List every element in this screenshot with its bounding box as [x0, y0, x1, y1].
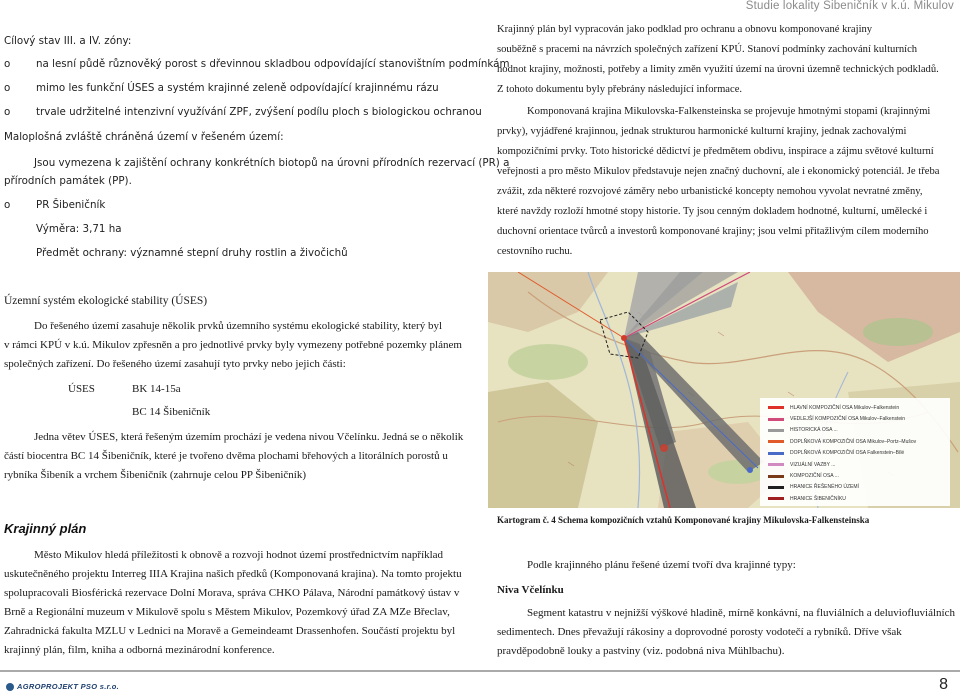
uses-heading: Územní systém ekologické stability (ÚSES)	[4, 295, 208, 307]
bullet-marker: o	[4, 199, 11, 211]
uses-paragraph-line: Do řešeného území zasahuje několik prvků územního systému ekologické stability, který byl	[34, 320, 443, 332]
legend-row: HRANICE ŘEŠENÉHO ÚZEMÍ	[768, 482, 948, 493]
plan-line: Zahradnická fakulta MZLU v Lednici na Moravě a Gemeindeamt Drassenhofen. Součástí projektu byl	[4, 625, 456, 637]
bullet-item-1: na lesní půdě různověký porost s dřevinnou skladbou odpovídající stanovištním podmínkám	[36, 58, 510, 70]
legend-row: VIZUÁLNÍ VAZBY ...	[768, 459, 948, 470]
niva-line: sedimentech. Dnes převažují rákosiny a doprovodné porosty vodotečí a rybníků. Dříve však	[497, 626, 902, 638]
protected-areas-text-line1: Jsou vymezena k zajištění ochrany konkrétních biotopů na úrovni přírodních rezervací (PR) a	[34, 157, 510, 169]
right-p2-line: zvážit, zda některé rozvojové záměry nebo urbanistické koncepty nemohou vyvolat nevratné změny,	[497, 186, 923, 197]
right-p2-line: které navždy rozloží hmotné stopy historie. Ty jsou cenným dokladem hodnotné, kulturní, umělecké i	[497, 206, 928, 217]
uses-paragraph-line: v rámci KPÚ v k.ú. Mikulov zpřesněn a pro jednotlivé prvky byly vymezeny potřebné pozemky plánem	[4, 339, 462, 351]
plan-line: Město Mikulov hledá příležitosti k obnově a rozvoji hodnot území prostřednictvím například	[34, 549, 444, 561]
uses-item-bk: BK 14-15a	[132, 383, 181, 395]
reserve-name: PR Šibeničník	[36, 199, 106, 211]
legend-row: HLAVNÍ KOMPOZIČNÍ OSA Mikulov–Falkenstein	[768, 402, 948, 413]
reserve-area: Výměra: 3,71 ha	[36, 223, 122, 235]
company-logo	[6, 682, 119, 691]
right-p1-line: souběžně s pracemi na návrzích společných zařízení KPÚ. Stanoví podmínky zachování kulturních	[497, 44, 918, 55]
uses-paragraph-line: společných zařízení. Do řešeného území zasahují tyto prvky nebo jejich části:	[4, 358, 346, 370]
plan-line: spolupracovali Biosférická rezervace Dolní Morava, správa CHKO Pálava, Národní památkový ústav v	[4, 587, 460, 599]
uses-paragraph2-line: částí biocentra BC 14 Šibeničník, které je tvořeno dvěma plochami břehových a litorálních porostů u	[4, 450, 448, 462]
uses-paragraph2-line: rybníka Šibeník a vrchem Šibeničník (zahrnuje celou PP Šibeničník)	[4, 469, 307, 481]
right-p2-line: prvky), vyjádřené krajinnou, jednak strukturou harmonické kulturní krajiny, jednak zachovalými	[497, 126, 907, 137]
right-p1-line: hodnot krajiny, možnosti, potřeby a limity změn využití území na úrovni územně technických podkladů.	[497, 64, 939, 75]
protected-areas-text-line2: přírodních památek (PP).	[4, 175, 132, 187]
bullet-item-3: trvale udržitelné intenzivní využívání ZPF, zvýšení podílu ploch s biologickou ochranou	[36, 106, 482, 118]
niva-line: Segment katastru v nejnižší výškové hladině, mírně konkávní, na fluviálních a deluviofluviálních	[527, 607, 955, 619]
plan-line: Brně a Regionální muzeum v Mikulově spolu s Městem Mikulov, Pozemkový úřad ZA MZe Břeclav,	[4, 606, 450, 618]
niva-line: pravděpodobně louky a pastviny (viz. podobná niva Mühlbachu).	[497, 645, 785, 657]
protected-areas-heading: Maloplošná zvláště chráněná území v řešeném území:	[4, 131, 284, 143]
landscape-plan-heading: Krajinný plán	[4, 521, 87, 536]
document-header-title: Studie lokality Šibeničník v k.ú. Mikulov	[745, 0, 954, 12]
map-legend	[768, 402, 948, 505]
footer-divider	[0, 670, 960, 672]
right-p2-line: cestovního ruchu.	[497, 246, 573, 257]
right-p1-line: Z tohoto dokumentu byly přebrány následující informace.	[497, 84, 743, 95]
landscape-types-intro: Podle krajinného plánu řešené území tvoří dva krajinné typy:	[527, 559, 796, 571]
bullet-marker: o	[4, 106, 11, 118]
plan-line: krajinný plán, film, kniha a odborná mezinárodní konference.	[4, 644, 275, 656]
legend-row: HRANICE ŠIBENIČNÍKU	[768, 493, 948, 504]
legend-row: KOMPOZIČNÍ OSA ...	[768, 470, 948, 481]
target-state-heading: Cílový stav III. a IV. zóny:	[4, 35, 132, 47]
uses-label: ÚSES	[68, 383, 95, 395]
right-p1-line: Krajinný plán byl vypracován jako podklad pro ochranu a obnovu komponované krajiny	[497, 24, 873, 35]
bullet-marker: o	[4, 58, 11, 70]
right-p2-line: veřejnosti a pro město Mikulov představuje nejen značný duchovní, ale i ekonomický potenciál. Je třeba	[497, 166, 940, 177]
right-p2-line: kompozičními prvky. Toto historické dědictví je předmětem obdivu, inspirace a zájmu světové kulturní	[497, 146, 934, 157]
legend-row: VEDLEJŠÍ KOMPOZIČNÍ OSA Mikulov–Falkenstein	[768, 413, 948, 424]
bullet-item-2: mimo les funkční ÚSES a systém krajinné zeleně odpovídající krajinnému rázu	[36, 82, 439, 94]
legend-row: DOPLŇKOVÁ KOMPOZIČNÍ OSA Mikulov–Portz–Mušov	[768, 436, 948, 447]
right-p2-line: Komponovaná krajina Mikulovska-Falkensteinska se projevuje hmotnými stopami (krajinnými	[527, 106, 931, 117]
company-name: AGROPROJEKT PSO s.r.o.	[17, 682, 120, 691]
plan-line: uskutečněného projektu Interreg IIIA Krajina našich předků (Komponovaná krajina). Na tomto projektu	[4, 568, 462, 580]
uses-paragraph2-line: Jedna větev ÚSES, která řešeným územím prochází je vedena nivou Včelínku. Jedná se o několik	[34, 431, 464, 443]
niva-heading: Niva Včelínku	[497, 584, 564, 596]
legend-row: DOPLŇKOVÁ KOMPOZIČNÍ OSA Falkenstein–Bílé	[768, 448, 948, 459]
bullet-marker: o	[4, 82, 11, 94]
uses-item-bc: BC 14 Šibeničník	[132, 406, 211, 418]
right-p2-line: duchovní orientace tvůrců a investorů komponované krajiny; jsou velmi přitažlivým cílem moderního	[497, 226, 929, 237]
page-number: 8	[939, 676, 948, 693]
company-logo-icon	[6, 683, 14, 691]
map-caption: Kartogram č. 4 Schema kompozičních vztahů Komponované krajiny Mikulovska-Falkensteinska	[497, 515, 870, 525]
reserve-subject: Předmět ochrany: významné stepní druhy rostlin a živočichů	[36, 247, 348, 259]
legend-row: HISTORICKÁ OSA ...	[768, 425, 948, 436]
